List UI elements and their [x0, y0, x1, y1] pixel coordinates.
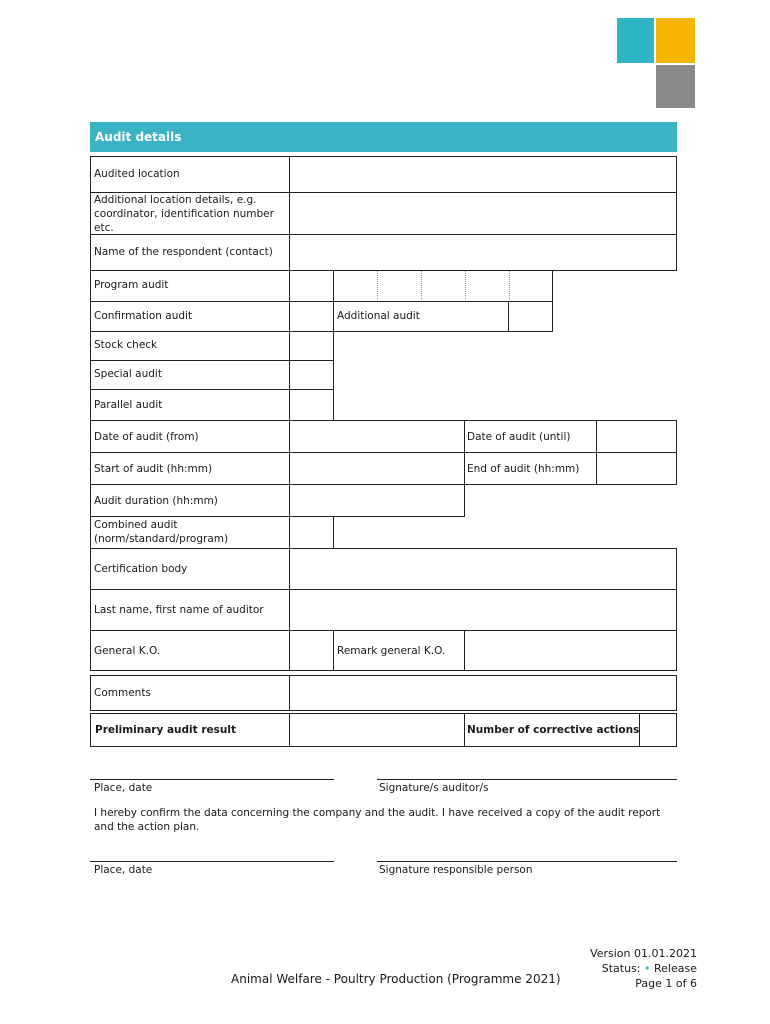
corrective-actions-input[interactable]: [639, 713, 677, 747]
auditor-name-label: Last name, first name of auditor: [94, 604, 264, 616]
combined-audit-checkbox[interactable]: [289, 516, 334, 549]
footer-title: Animal Welfare - Poultry Production (Programme 2021): [231, 972, 561, 986]
start-audit-label: Start of audit (hh:mm): [94, 463, 213, 475]
responsible-signature-label: Signature responsible person: [379, 864, 533, 876]
special-audit-label: Special audit: [94, 368, 162, 380]
remark-ko-label: Remark general K.O.: [337, 645, 446, 657]
section-title: Audit details: [90, 122, 677, 152]
date-from-input[interactable]: [289, 420, 465, 453]
date-until-input[interactable]: [596, 420, 677, 453]
respondent-input[interactable]: [289, 234, 677, 271]
status-value: Release: [654, 962, 697, 975]
comments-label: Comments: [94, 687, 151, 699]
program-audit-extra-cells: [333, 270, 553, 302]
place-date-line-1[interactable]: [90, 779, 334, 780]
program-audit-label: Program audit: [94, 279, 169, 291]
auditor-signature-line[interactable]: [377, 779, 677, 780]
divider: [377, 271, 378, 302]
status-label: Status:: [601, 962, 641, 975]
audited-location-input[interactable]: [289, 156, 677, 193]
start-audit-input[interactable]: [289, 452, 465, 485]
status-dot-icon: •: [644, 962, 651, 975]
preliminary-result-label: Preliminary audit result: [95, 724, 236, 736]
additional-location-input[interactable]: [289, 192, 677, 235]
end-audit-input[interactable]: [596, 452, 677, 485]
duration-label: Audit duration (hh:mm): [94, 495, 218, 507]
footer-version-block: [590, 946, 697, 991]
divider: [421, 271, 422, 302]
date-from-label: Date of audit (from): [94, 431, 199, 443]
version-text: Version 01.01.2021: [590, 947, 697, 960]
cert-body-label: Certification body: [94, 563, 188, 575]
auditor-signature-label: Signature/s auditor/s: [379, 782, 489, 794]
stock-check-checkbox[interactable]: [289, 331, 334, 361]
special-audit-checkbox[interactable]: [289, 360, 334, 390]
combined-audit-label: Combined audit (norm/standard/program): [94, 519, 229, 545]
additional-audit-label: Additional audit: [337, 310, 420, 322]
duration-input[interactable]: [289, 484, 465, 517]
respondent-label: Name of the respondent (contact): [94, 246, 273, 258]
general-ko-checkbox[interactable]: [289, 630, 334, 671]
confirmation-audit-label: Confirmation audit: [94, 310, 193, 322]
place-date-label-2: Place, date: [94, 864, 153, 876]
logo-gray-block: [656, 65, 695, 108]
page-number: Page 1 of 6: [635, 977, 697, 990]
remark-ko-input[interactable]: [464, 630, 677, 671]
preliminary-result-input[interactable]: [289, 713, 465, 747]
status-line: [590, 961, 697, 976]
additional-location-label: Additional location details, e.g. coordinator, identification number etc.: [94, 194, 274, 234]
additional-audit-checkbox[interactable]: [508, 301, 553, 332]
corrective-actions-label: Number of corrective actions: [467, 724, 640, 736]
logo-teal-block: [617, 18, 654, 63]
auditor-name-input[interactable]: [289, 589, 677, 631]
comments-input[interactable]: [289, 675, 677, 711]
parallel-audit-label: Parallel audit: [94, 399, 163, 411]
audited-location-label: Audited location: [94, 168, 180, 180]
cert-body-input[interactable]: [289, 548, 677, 590]
place-date-line-2[interactable]: [90, 861, 334, 862]
divider: [509, 271, 510, 302]
divider: [465, 271, 466, 302]
confirmation-text: I hereby confirm the data concerning the company and the audit. I have received a copy of the audit report and the action plan.: [94, 807, 661, 833]
general-ko-label: General K.O.: [94, 645, 161, 657]
responsible-signature-line[interactable]: [377, 861, 677, 862]
place-date-label-1: Place, date: [94, 782, 153, 794]
program-audit-checkbox[interactable]: [289, 270, 334, 302]
logo-yellow-block: [656, 18, 695, 63]
end-audit-label: End of audit (hh:mm): [467, 463, 580, 475]
date-until-label: Date of audit (until): [467, 431, 571, 443]
confirmation-audit-checkbox[interactable]: [289, 301, 334, 332]
stock-check-label: Stock check: [94, 339, 158, 351]
parallel-audit-checkbox[interactable]: [289, 389, 334, 421]
